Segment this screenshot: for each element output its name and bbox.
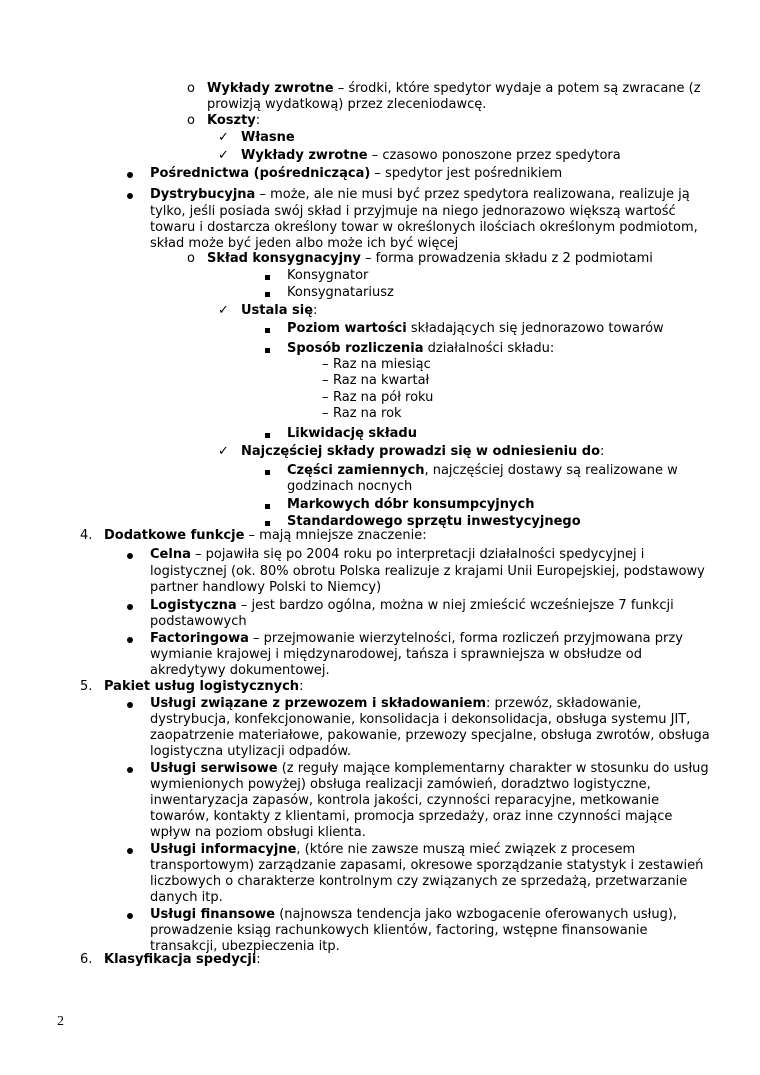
text-line xyxy=(150,858,703,875)
line-text: Raz na rok xyxy=(333,406,402,421)
line-text: liczbowych o charakterze kontrolnym czy związanych ze sprzedażą, przetwarzanie xyxy=(150,874,688,889)
line-text: , (które nie zawsze muszą mieć związek z procesem xyxy=(296,842,636,857)
text-line xyxy=(241,130,295,147)
text-line xyxy=(150,663,330,680)
circle-bullet-icon: o xyxy=(187,81,195,96)
bold-term: Usługi związane z przewozem i składowaniem xyxy=(150,696,487,711)
bold-term: Likwidację składu xyxy=(287,426,417,441)
line-text: Raz na kwartał xyxy=(333,373,430,388)
line-text: : xyxy=(255,113,261,128)
line-text: : xyxy=(313,303,318,318)
bold-term: Sposób rozliczenia xyxy=(287,341,424,356)
text-line xyxy=(104,952,261,969)
line-text: – forma prowadzenia składu z 2 podmiotami xyxy=(360,251,653,266)
line-text: akredytywy dokumentowej. xyxy=(150,663,330,678)
text-line xyxy=(150,777,651,794)
filled-dot-bullet-icon xyxy=(127,188,133,205)
square-bullet-icon xyxy=(265,322,270,339)
line-text: – pojawiła się po 2004 roku po interpretacji działalności spedycyjnej i xyxy=(190,547,645,562)
text-line xyxy=(287,463,678,480)
text-line xyxy=(207,81,701,98)
line-text: działalności składu: xyxy=(423,341,555,356)
text-line xyxy=(150,580,381,597)
bold-term: Markowych dóbr konsumpcyjnych xyxy=(287,497,535,512)
filled-dot-bullet-icon xyxy=(127,697,133,714)
text-line xyxy=(333,373,429,390)
bold-term: Części zamiennych xyxy=(287,463,425,478)
dash-bullet-icon: – xyxy=(322,373,329,388)
line-text: – przejmowanie wierzytelności, forma rozliczeń przyjmowana przy xyxy=(248,631,683,646)
line-text: Raz na pół roku xyxy=(333,390,434,405)
line-text: logistyczna utylizacji odpadów. xyxy=(150,744,352,759)
line-text: dystrybucja, konfekcjonowanie, konsolidacja i dekonsolidacja, obsługa systemu JIT, xyxy=(150,712,691,727)
bold-term: Usługi serwisowe xyxy=(150,761,278,776)
bold-term: Celna xyxy=(150,547,191,562)
text-line xyxy=(150,842,635,859)
list-number: 5. xyxy=(80,679,93,694)
bold-term: Standardowego sprzętu inwestycyjnego xyxy=(287,514,581,529)
dash-bullet-icon: – xyxy=(322,390,329,405)
line-text: : xyxy=(600,444,605,459)
square-bullet-icon xyxy=(265,464,270,481)
line-text: danych itp. xyxy=(150,890,223,905)
line-text: Raz na miesiąc xyxy=(333,357,431,372)
square-bullet-icon xyxy=(265,269,270,286)
text-line xyxy=(150,728,710,745)
filled-dot-bullet-icon xyxy=(127,599,133,616)
line-text: partner handlowy Polski to Niemcy) xyxy=(150,580,382,595)
text-line xyxy=(150,220,698,237)
text-line xyxy=(150,923,648,940)
text-line xyxy=(150,696,641,713)
text-line xyxy=(150,614,247,631)
line-text: wymienionych powyżej) obsługa realizacji zamówień, doradztwo logistyczne, xyxy=(150,777,651,792)
line-text: – środki, które spedytor wydaje a potem są zwracane (z xyxy=(333,81,701,96)
bold-term: Koszty xyxy=(207,113,256,128)
circle-bullet-icon: o xyxy=(187,113,195,128)
text-line xyxy=(241,444,604,461)
bold-term: Ustala się xyxy=(241,303,314,318)
line-text: inwentaryzacja zapasów, kontrola jakości, czynności reparacyjne, metkowanie xyxy=(150,793,660,808)
line-text: wpływ na poziom obsługi klienta. xyxy=(150,825,366,840)
dash-bullet-icon: – xyxy=(322,406,329,421)
bold-term: Wykłady zwrotne xyxy=(207,81,334,96)
text-line xyxy=(241,303,317,320)
page-number: 2 xyxy=(57,1014,64,1029)
text-line xyxy=(150,204,676,221)
text-line xyxy=(150,647,642,664)
line-text: – czasowo ponoszone przez spedytora xyxy=(367,148,621,163)
filled-dot-bullet-icon xyxy=(127,632,133,649)
line-text: wymianie krajowej i międzynarodowej, tańsza i sprawniejsza w obsłudze od xyxy=(150,647,643,662)
bold-term: Wykłady zwrotne xyxy=(241,148,368,163)
line-text: skład może być jeden albo może ich być więcej xyxy=(150,236,459,251)
line-text: transportowym) zarządzanie zapasami, okresowe sporządzanie statystyk i zestawień xyxy=(150,858,704,873)
checkmark-bullet-icon: ✓ xyxy=(218,130,229,145)
line-text: tylko, jeśli posiada swój skład i przyjmuje na niego jednorazowo większą wartość xyxy=(150,204,676,219)
text-line xyxy=(150,744,351,761)
square-bullet-icon xyxy=(265,342,270,359)
bold-term: Własne xyxy=(241,130,295,145)
text-line xyxy=(287,497,534,514)
bold-term: Usługi finansowe xyxy=(150,907,276,922)
text-line xyxy=(150,825,366,842)
line-text: – jest bardzo ogólna, można w niej zmieścić wcześniejsze 7 funkcji xyxy=(236,598,674,613)
text-line xyxy=(333,357,431,374)
square-bullet-icon xyxy=(265,427,270,444)
line-text: Konsygnatariusz xyxy=(287,285,394,300)
line-text: (z reguły mające komplementarny charakter w stosunku do usług xyxy=(277,761,709,776)
line-text: (najnowsza tendencja jako wzbogacenie oferowanych usług), xyxy=(275,907,678,922)
text-line xyxy=(287,321,664,338)
line-text: Konsygnator xyxy=(287,268,369,283)
text-line xyxy=(150,874,687,891)
line-text: transakcji, ubezpieczenia itp. xyxy=(150,939,340,954)
line-text: logistycznej (ok. 80% obrotu Polska realizuje z krajami Unii Europejskiej, podstawowy xyxy=(150,564,705,579)
bold-term: Poziom wartości xyxy=(287,321,407,336)
bold-term: Dodatkowe funkcje xyxy=(104,528,245,543)
text-line xyxy=(150,907,677,924)
bold-term: Skład konsygnacyjny xyxy=(207,251,361,266)
list-number: 6. xyxy=(80,952,93,967)
line-text: , najczęściej dostawy są realizowane w xyxy=(424,463,678,478)
filled-dot-bullet-icon xyxy=(127,762,133,779)
filled-dot-bullet-icon xyxy=(127,167,133,184)
line-text: : przewóz, składowanie, xyxy=(486,696,642,711)
line-text: prowadzenie ksiąg rachunkowych klientów, factoring, wstępne finansowanie xyxy=(150,923,648,938)
filled-dot-bullet-icon xyxy=(127,908,133,925)
bold-term: Logistyczna xyxy=(150,598,237,613)
text-line xyxy=(150,890,223,907)
line-text: – mają mniejsze znaczenie: xyxy=(244,528,427,543)
line-text: – może, ale nie musi być przez spedytora realizowana, realizuje ją xyxy=(255,187,690,202)
line-text: składających się jednorazowo towarów xyxy=(406,321,664,336)
text-line xyxy=(150,809,672,826)
bold-term: Pośrednictwa (pośrednicząca) xyxy=(150,166,371,181)
text-line xyxy=(150,712,690,729)
text-line xyxy=(287,268,368,285)
text-line xyxy=(150,564,705,581)
text-line xyxy=(150,166,562,183)
bold-term: Najczęściej składy prowadzi się w odniesieniu do xyxy=(241,444,601,459)
checkmark-bullet-icon: ✓ xyxy=(218,444,229,459)
bold-term: Dystrybucyjna xyxy=(150,187,256,202)
line-text: godzinach nocnych xyxy=(287,479,413,494)
text-line xyxy=(207,97,486,114)
text-line xyxy=(104,679,303,696)
text-line xyxy=(150,631,683,648)
text-line xyxy=(150,187,690,204)
line-text: podstawowych xyxy=(150,614,247,629)
text-line xyxy=(150,598,674,615)
text-line xyxy=(333,390,433,407)
text-line xyxy=(287,341,554,358)
line-text: – spedytor jest pośrednikiem xyxy=(370,166,563,181)
text-line xyxy=(104,528,427,545)
circle-bullet-icon: o xyxy=(187,251,195,266)
text-line xyxy=(150,793,659,810)
text-line xyxy=(287,479,412,496)
line-text: towaru i dostarcza określony towar w określonych ilościach określonym podmiotom, xyxy=(150,220,698,235)
text-line xyxy=(150,761,709,778)
list-number: 4. xyxy=(80,528,93,543)
text-line xyxy=(333,406,402,423)
line-text: zaopatrzenie materiałowe, pakowanie, przewozy specjalne, obsługa zwrotów, obsługa xyxy=(150,728,710,743)
line-text: : xyxy=(256,952,261,967)
checkmark-bullet-icon: ✓ xyxy=(218,148,229,163)
text-line xyxy=(241,148,621,165)
checkmark-bullet-icon: ✓ xyxy=(218,303,229,318)
filled-dot-bullet-icon xyxy=(127,843,133,860)
square-bullet-icon xyxy=(265,498,270,515)
bold-term: Usługi informacyjne xyxy=(150,842,297,857)
text-line xyxy=(207,251,653,268)
text-line xyxy=(150,547,644,564)
text-line xyxy=(207,113,260,130)
line-text: prowizją wydatkową) przez zleceniodawcę. xyxy=(207,97,487,112)
dash-bullet-icon: – xyxy=(322,357,329,372)
bold-term: Factoringowa xyxy=(150,631,249,646)
bold-term: Pakiet usług logistycznych xyxy=(104,679,300,694)
bold-term: Klasyfikacja spedycji xyxy=(104,952,257,967)
text-line xyxy=(287,426,417,443)
square-bullet-icon xyxy=(265,286,270,303)
line-text: towarów, kontakty z klientami, promocja sprzedaży, oraz inne czynności mające xyxy=(150,809,673,824)
text-line xyxy=(287,285,394,302)
filled-dot-bullet-icon xyxy=(127,548,133,565)
line-text: : xyxy=(299,679,304,694)
